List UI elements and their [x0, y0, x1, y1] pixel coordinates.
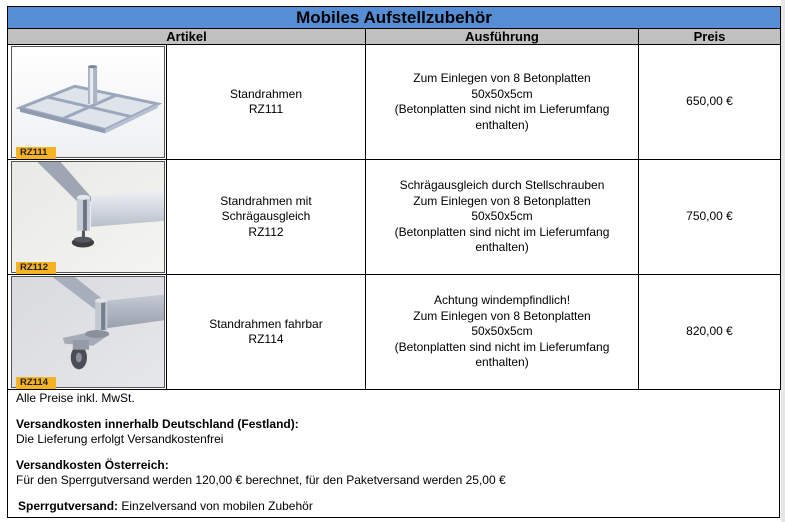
product-tag: RZ114	[16, 377, 56, 389]
column-header-preis: Preis	[639, 29, 781, 45]
product-tag: RZ111	[16, 147, 56, 159]
product-name: Standrahmen mit Schrägausgleich RZ112	[167, 160, 366, 275]
product-name: Standrahmen fahrbar RZ114	[167, 275, 366, 390]
shipping-germany-heading: Versandkosten innerhalb Deutschland (Festland):	[16, 417, 299, 431]
table-row	[8, 275, 781, 390]
product-price: 750,00 €	[639, 160, 781, 275]
product-image-cell	[8, 45, 167, 160]
column-header-artikel: Artikel	[8, 29, 366, 45]
leveling-foot-icon	[11, 161, 165, 273]
bulky-shipping-label: Sperrgutversand:	[18, 499, 119, 513]
shipping-austria-text: Für den Sperrgutversand werden 120,00 € berechnet, für den Paketversand werden 25,00 €	[16, 473, 506, 487]
stand-frame-icon	[11, 46, 165, 158]
product-description: Achtung windempfindlich! Zum Einlegen von 8 Betonplatten 50x50x5cm (Betonplatten sind nicht im Lieferumfang enthalten)	[366, 275, 639, 390]
table-row	[8, 160, 781, 275]
product-price: 820,00 €	[639, 275, 781, 390]
product-description: Schrägausgleich durch Stellschrauben Zum Einlegen von 8 Betonplatten 50x50x5cm (Betonplatten sind nicht im Lieferumfang enthalten)	[366, 160, 639, 275]
column-header-ausfuehrung: Ausführung	[366, 29, 639, 45]
price-table-sheet	[7, 6, 780, 518]
bulky-shipping-text: Einzelversand von mobilen Zubehör	[118, 499, 313, 513]
shipping-germany-text: Die Lieferung erfolgt Versandkostenfrei	[16, 432, 224, 446]
table-title: Mobiles Aufstellzubehör	[8, 7, 781, 29]
product-tag: RZ112	[16, 262, 56, 274]
product-name: Standrahmen RZ111	[167, 45, 366, 160]
caster-wheel-icon	[11, 276, 165, 388]
product-price: 650,00 €	[639, 45, 781, 160]
scrollbar[interactable]	[781, 0, 785, 522]
bulky-shipping-note	[18, 499, 313, 514]
product-image-cell	[8, 275, 167, 390]
product-description: Zum Einlegen von 8 Betonplatten 50x50x5cm (Betonplatten sind nicht im Lieferumfang enthalten)	[366, 45, 639, 160]
price-table	[7, 6, 781, 390]
vat-note: Alle Preise inkl. MwSt.	[16, 391, 135, 405]
product-image-cell	[8, 160, 167, 275]
shipping-notes	[7, 390, 780, 518]
shipping-austria-heading: Versandkosten Österreich:	[16, 458, 169, 472]
table-row	[8, 45, 781, 160]
